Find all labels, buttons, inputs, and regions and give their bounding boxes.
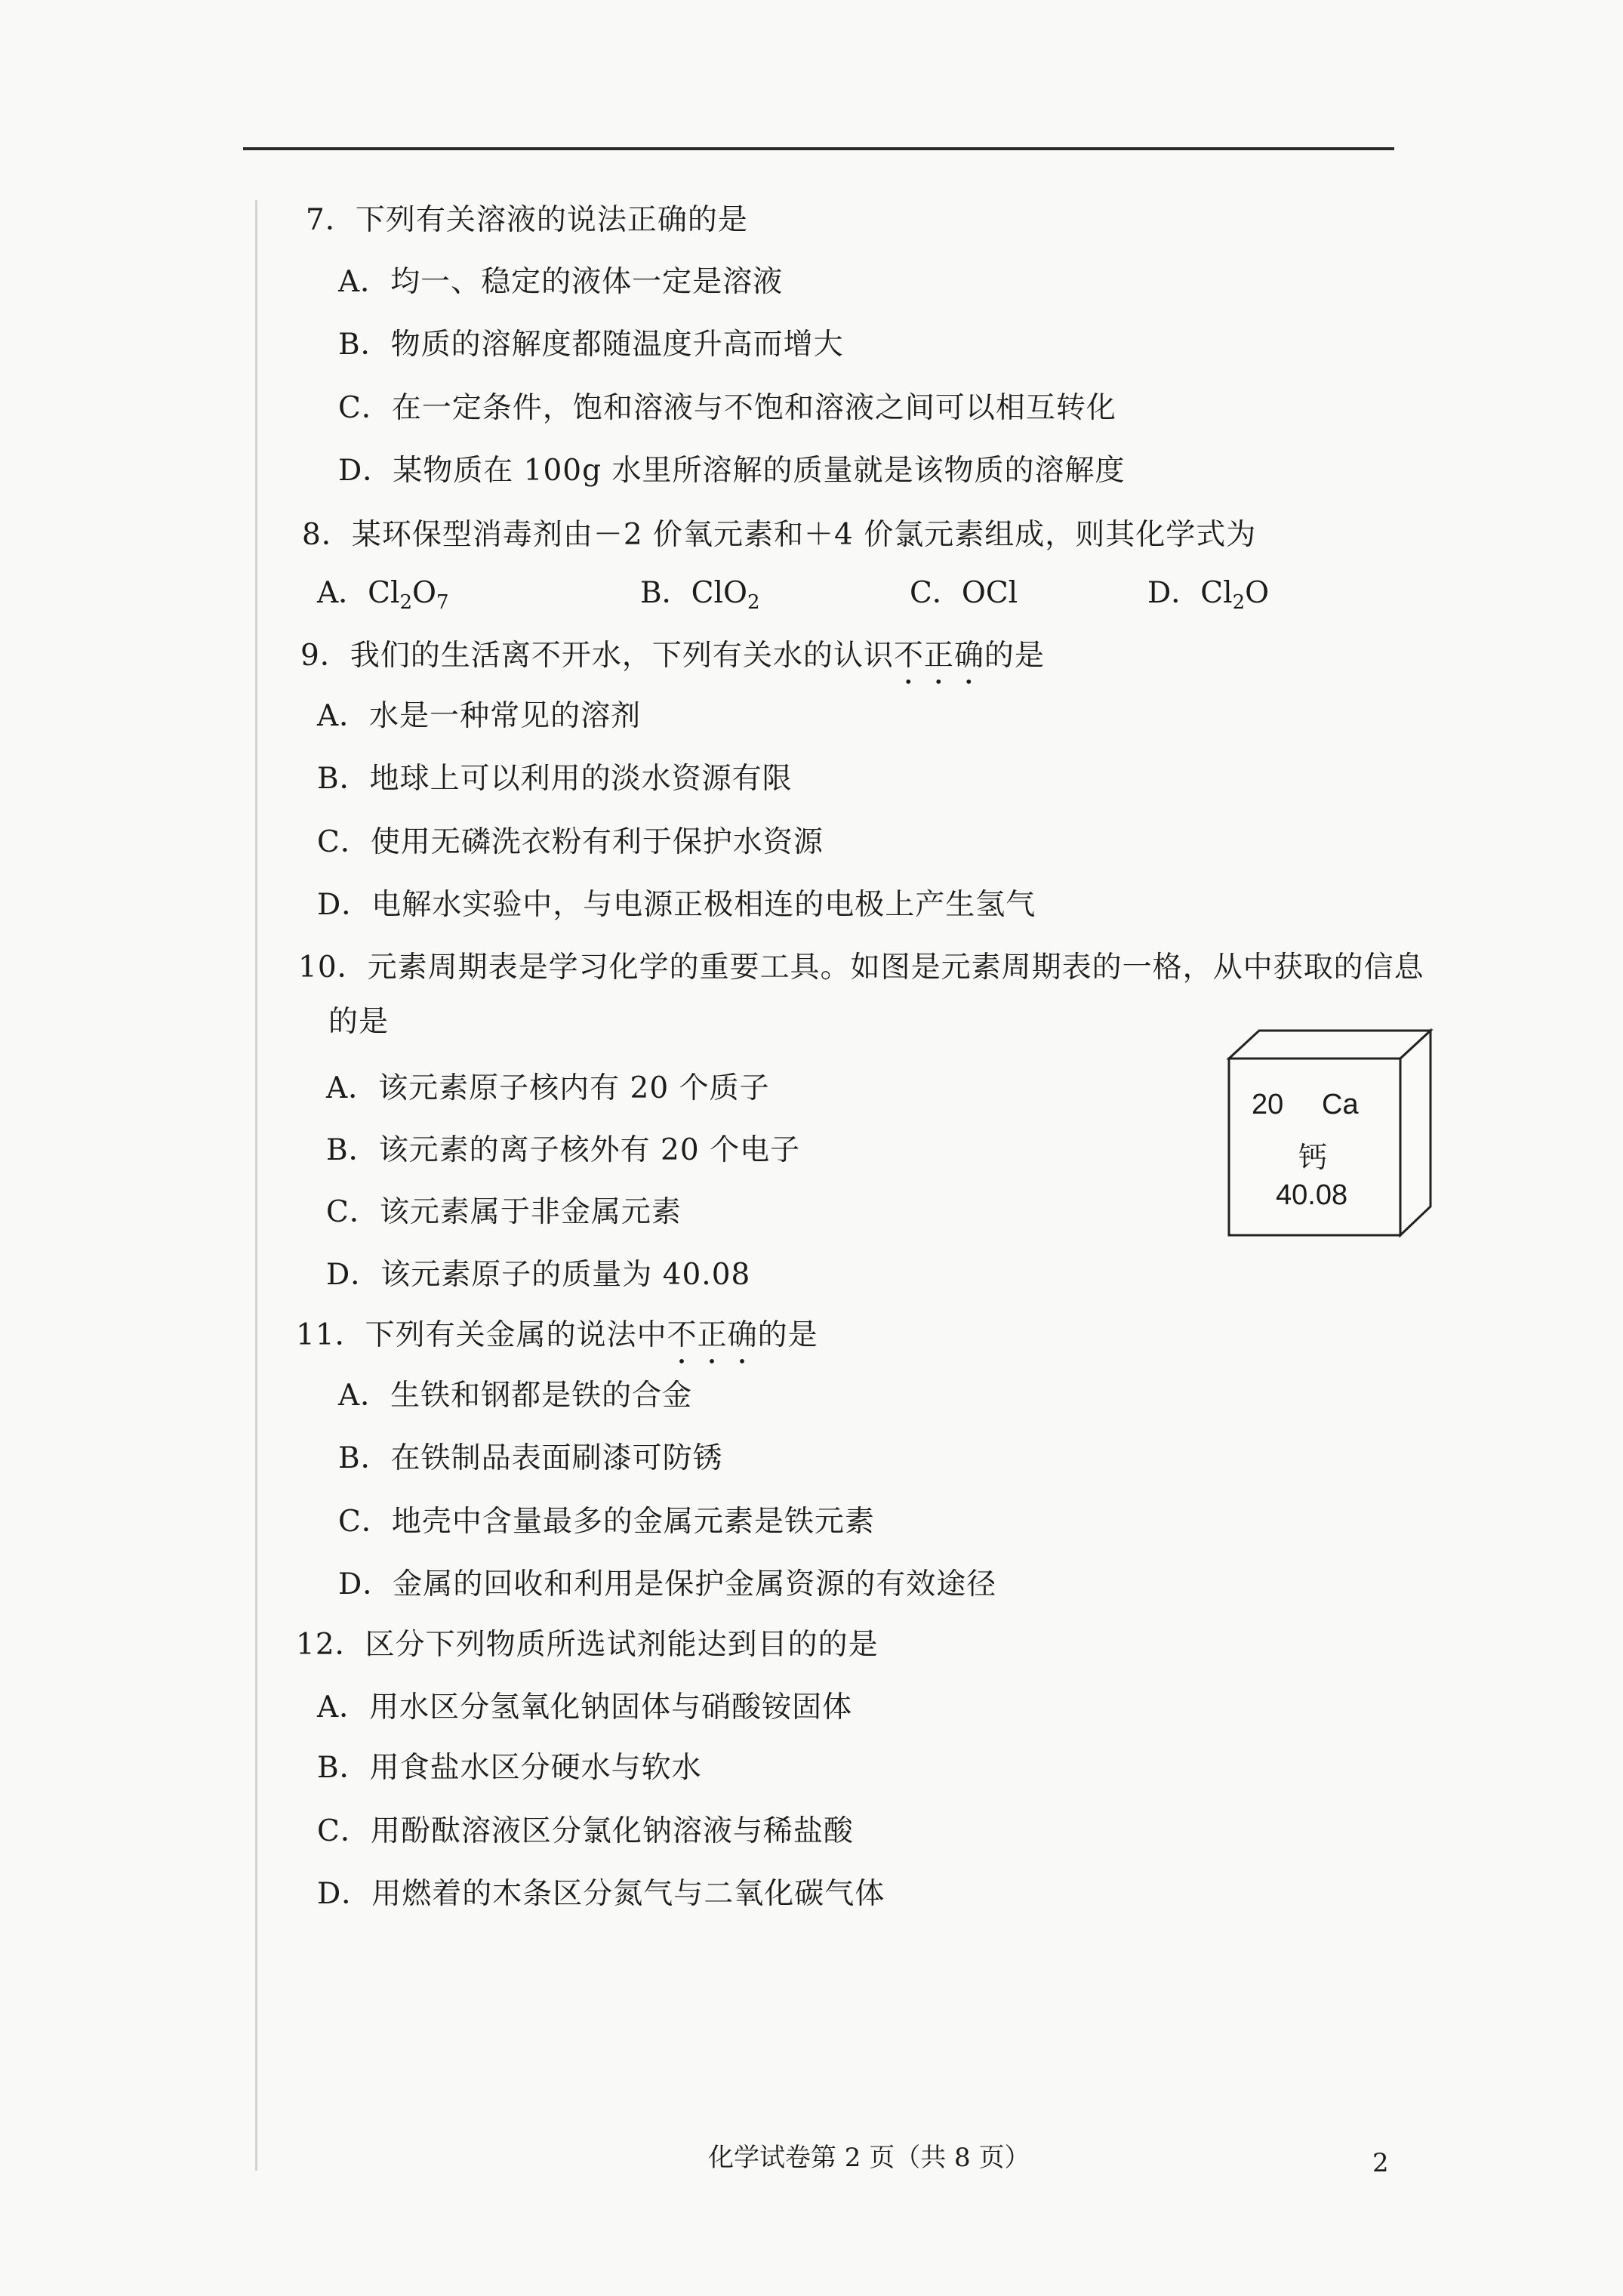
element-symbol: Ca: [1322, 1089, 1359, 1120]
q11-emphasis: 不正确: [667, 1318, 758, 1352]
q9-option-a: A．水是一种常见的溶剂: [317, 699, 642, 733]
scan-margin-line: [255, 200, 257, 2171]
q12-stem: 12．区分下列物质所选试剂能达到目的的是: [296, 1628, 879, 1662]
q7-option-d: D．某物质在 100g 水里所溶解的质量就是该物质的溶解度: [338, 454, 1126, 488]
q11-option-b: B．在铁制品表面刷漆可防锈: [338, 1441, 723, 1475]
q8-option-b: B．ClO$_2$: [640, 576, 760, 614]
q10-option-d: D．该元素原子的质量为 40.08: [326, 1258, 751, 1292]
q10-stem: 10．元素周期表是学习化学的重要工具。如图是元素周期表的一格，从中获取的信息: [298, 951, 1424, 985]
q12-option-b: B．用食盐水区分硬水与软水: [317, 1751, 702, 1785]
periodic-cell: [1229, 1059, 1400, 1235]
q9-option-d: D．电解水实验中，与电源正极相连的电极上产生氢气: [317, 888, 1036, 922]
q10-option-c: C．该元素属于非金属元素: [326, 1195, 682, 1229]
q8-stem: 8．某环保型消毒剂由－2 价氧元素和＋4 价氯元素组成，则其化学式为: [302, 518, 1257, 552]
q8-option-c: C．OCl: [910, 576, 1018, 610]
q9-option-b: B．地球上可以利用的淡水资源有限: [317, 762, 793, 796]
page-number: 2: [1372, 2148, 1389, 2178]
q12-option-d: D．用燃着的木条区分氮气与二氧化碳气体: [317, 1877, 885, 1911]
q10-option-a: A．该元素原子核内有 20 个质子: [326, 1071, 770, 1105]
header-rule: [243, 147, 1394, 150]
q10-stem-cont: 的是: [328, 1005, 390, 1039]
q7-option-c: C．在一定条件，饱和溶液与不饱和溶液之间可以相互转化: [338, 391, 1116, 425]
q9-emphasis: 不正确: [893, 639, 984, 673]
q7-stem: 7．下列有关溶液的说法正确的是: [306, 203, 748, 237]
q9-option-c: C．使用无磷洗衣粉有利于保护水资源: [317, 825, 824, 859]
q12-option-a: A．用水区分氢氧化钠固体与硝酸铵固体: [317, 1690, 853, 1724]
q8-option-a: A．$Cl_2O_7$: [317, 576, 449, 614]
element-mass: 40.08: [1276, 1179, 1348, 1211]
page-footer: 化学试卷第 2 页（共 8 页）: [708, 2143, 1030, 2173]
element-name: 钙: [1298, 1141, 1328, 1174]
q7-option-b: B．物质的溶解度都随温度升高而增大: [338, 328, 844, 362]
element-number: 20: [1252, 1089, 1284, 1120]
q7-option-a: A．均一、稳定的液体一定是溶液: [338, 265, 784, 299]
q9-stem: 9．我们的生活离不开水，下列有关水的认识不正确的是: [300, 639, 1045, 673]
q11-stem: 11．下列有关金属的说法中不正确的是: [296, 1318, 818, 1352]
q8-option-d: D．$Cl_2O$: [1147, 576, 1270, 614]
q12-option-c: C．用酚酞溶液区分氯化钠溶液与稀盐酸: [317, 1814, 854, 1848]
q10-option-b: B．该元素的离子核外有 20 个电子: [326, 1133, 801, 1167]
q8-options: [317, 575, 1298, 613]
q11-option-d: D．金属的回收和利用是保护金属资源的有效途径: [338, 1567, 997, 1601]
q11-option-a: A．生铁和钢都是铁的合金: [338, 1379, 693, 1413]
q11-option-c: C．地壳中含量最多的金属元素是铁元素: [338, 1505, 875, 1539]
